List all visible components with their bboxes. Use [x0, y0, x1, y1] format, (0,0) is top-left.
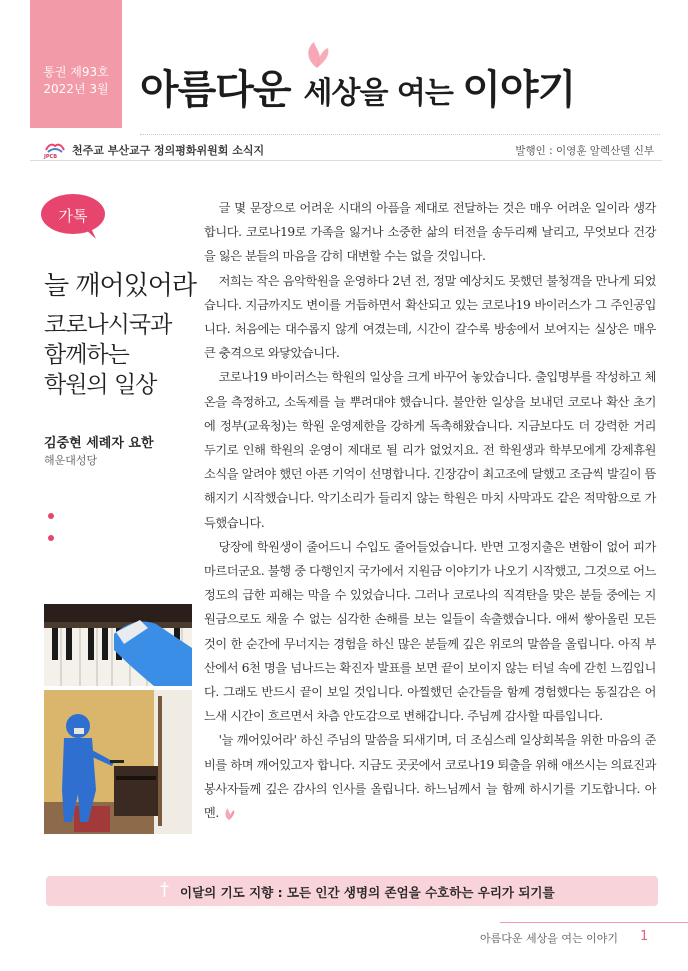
article-body	[204, 196, 656, 825]
paragraph: 글 몇 문장으로 어려운 시대의 아픔을 제대로 전달하는 것은 매우 어려운 일이라 생각합니다. 코로나19로 가족을 잃거나 소중한 삶의 터전을 송두리째 날리고, 무엇보다 건강을 잃은 분들의 마음을 감히 대변할 수는 없을 것입니다.	[204, 201, 656, 264]
paragraph	[204, 728, 656, 825]
masthead-part2: 세상을	[303, 76, 397, 111]
subtitle-line-1: 코로나시국과	[44, 312, 172, 338]
footer-divider	[500, 922, 688, 923]
page-number: 1	[640, 929, 649, 944]
subtitle-line-2: 함께하는	[44, 342, 129, 368]
paragraph: 코로나19 바이러스는 학원의 일상을 크게 바꾸어 놓았습니다. 출입명부를 작성하고 체온을 측정하고, 소독제를 늘 뿌려대야 했습니다. 불안한 일상을 보내던 코로나 확산 초기에 정부(교육청)는 학원 운영제한을 강하게 독촉해왔습니다. 지금보다도 더 강력한 거리두기로 인해 학원의 운영이 제대로 될 리가 없었지요. 전 학원생과 학부모에게 강제휴원 소식을 알려야 했던 아픈 기억이 선명합니다. 긴장감이 최고조에 달했고 조금씩 발길이 뜸해지기 시작했습니다. 악기소리가 들리지 않는 학원은 마치 사막과도 같은 적막함으로 가득했습니다.	[204, 370, 656, 530]
author-parish: 해운대성당	[44, 454, 98, 467]
article-subtitle	[44, 310, 171, 400]
footer-title: 아름다운 세상을 여는 이야기	[480, 932, 619, 945]
category-label: 가톡	[58, 207, 88, 225]
subtitle-line-3: 학원의 일상	[44, 372, 157, 398]
paragraph: 저희는 작은 음악학원을 운영하다 2년 전, 정말 예상치도 못했던 불청객을 만나게 되었습니다. 지금까지도 변이를 거듭하면서 확산되고 있는 코로나19 바이러스가 그 주인공입니다. 처음에는 대수롭지 않게 여겼는데, 시간이 갈수록 방송에서 보여지는 실상은 매우 큰 충격으로 와닿았습니다.	[204, 273, 656, 361]
publisher: 발행인 : 이영훈 알렉산델 신부	[515, 145, 654, 157]
piano-cleaning-photo	[44, 604, 192, 686]
masthead-part4: 이야기	[462, 66, 576, 113]
cross-icon: †	[160, 879, 169, 900]
paragraph: 당장에 학원생이 줄어드니 수입도 줄어들었습니다. 반면 고정지출은 변함이 없어 피가 마르더군요. 불행 중 다행인지 국가에서 지원금 이야기가 나오기 시작했고, 그것으로 어느 정도의 급한 피해는 막을 수 있었습니다. 그러나 코로나의 직격탄을 맞은 분들 중에는 지원금으로도 채울 수 없는 심각한 손해를 보는 일들이 속출했습니다. 애써 쌓아올린 모든 것이 한 순간에 무너지는 경험을 하신 많은 분들께 깊은 위로의 말씀을 올립니다. 아직 부산에서 6천 명을 넘나드는 확진자 발표를 보면 끝이 보이지 않는 터널 속에 갇힌 느낌입니다. 그래도 반드시 끝이 보일 것입니다. 아찔했던 순간들을 함께 경험했다는 동질감은 어느새 시간이 흐르면서 차츰 안도감으로 변해갑니다. 주님께 감사할 따름입니다.	[204, 539, 656, 724]
disinfection-worker-photo	[44, 690, 192, 834]
masthead-title	[140, 58, 575, 115]
masthead-part3: 여는	[396, 76, 463, 111]
logo-text: JPCB	[44, 154, 58, 160]
header-divider	[140, 134, 660, 135]
leaf-icon	[222, 807, 236, 821]
bullet-dot	[48, 513, 54, 519]
issue-date: 2022년 3월	[43, 82, 109, 96]
issue-number: 통권 제93호	[43, 65, 109, 79]
closing-text: '늘 깨어있어라' 하신 주님의 말씀을 되새기며, 더 조심스레 일상회복을 위한 마음의 준비를 하며 깨어있고자 합니다. 지금도 곳곳에서 코로나19 퇴출을 위해 애쓰시는 의료진과 봉사자들께 깊은 감사의 인사를 올립니다. 하느님께서 늘 함께 하시기를 기도합니다. 아멘.	[204, 733, 656, 821]
bullet-dot	[48, 535, 54, 541]
prayer-intention: 이달의 기도 지향 : 모든 인간 생명의 존엄을 수호하는 우리가 되기를	[180, 885, 555, 900]
issue-info	[30, 64, 122, 98]
masthead-part1: 아름다운	[140, 66, 304, 113]
author-name: 김중현 세례자 요한	[44, 436, 154, 451]
organization-name: 천주교 부산교구 정의평화위원회 소식지	[72, 144, 265, 157]
article-title: 늘 깨어있어라	[44, 271, 196, 301]
subheader-divider	[30, 160, 662, 161]
